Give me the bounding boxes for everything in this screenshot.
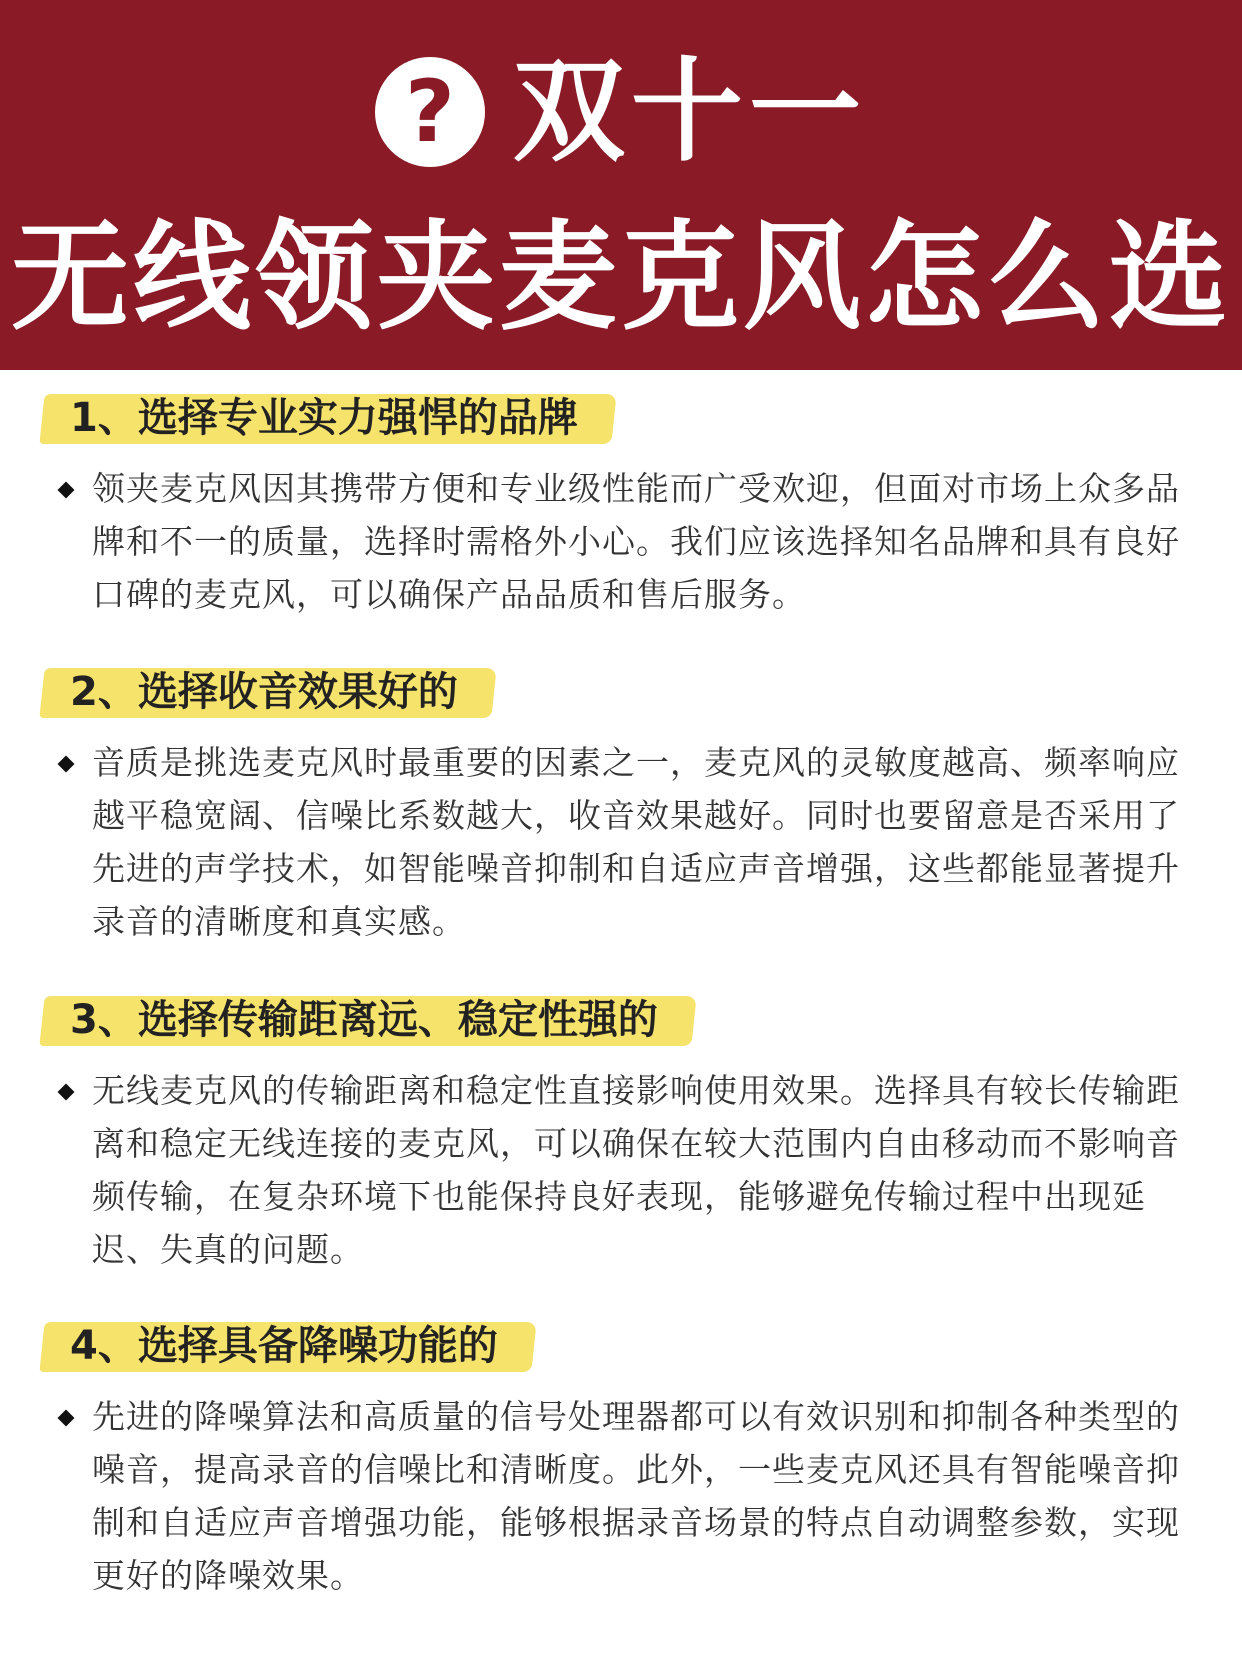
section-body: [0, 1390, 1242, 1602]
section-2: [0, 660, 1242, 948]
section-heading: [42, 1314, 534, 1378]
section-heading: [42, 988, 694, 1052]
diamond-bullet-icon: [58, 482, 75, 499]
section-heading-text: 2、选择收音效果好的: [70, 669, 458, 715]
title-line-2: 无线领夹麦克风怎么选: [10, 208, 1231, 346]
title-row: [0, 47, 1242, 177]
section-heading: [42, 386, 614, 450]
diamond-bullet-icon: [58, 1410, 75, 1427]
section-body: [0, 1064, 1242, 1276]
section-1: [0, 386, 1242, 621]
section-4: [0, 1314, 1242, 1602]
section-heading: [42, 660, 494, 724]
diamond-bullet-icon: [58, 1084, 75, 1101]
section-paragraph: 无线麦克风的传输距离和稳定性直接影响使用效果。选择具有较长传输距离和稳定无线连接的麦克风，可以确保在较大范围内自由移动而不影响音频传输，在复杂环境下也能保持良好表现，能够避免传输过程中出现延迟、失真的问题。: [92, 1071, 1180, 1269]
section-heading-text: 1、选择专业实力强悍的品牌: [70, 395, 578, 441]
section-body: [0, 462, 1242, 621]
title-line-1: 双十一: [513, 47, 867, 177]
header-banner: [0, 0, 1242, 370]
section-heading-text: 3、选择传输距离远、稳定性强的: [70, 997, 658, 1043]
section-paragraph: 音质是挑选麦克风时最重要的因素之一，麦克风的灵敏度越高、频率响应越平稳宽阔、信噪比系数越大，收音效果越好。同时也要留意是否采用了先进的声学技术，如智能噪音抑制和自适应声音增强，这些都能显著提升录音的清晰度和真实感。: [92, 743, 1180, 941]
diamond-bullet-icon: [58, 756, 75, 773]
section-paragraph: 先进的降噪算法和高质量的信号处理器都可以有效识别和抑制各种类型的噪音，提高录音的信噪比和清晰度。此外，一些麦克风还具有智能噪音抑制和自适应声音增强功能，能够根据录音场景的特点自动调整参数，实现更好的降噪效果。: [92, 1397, 1180, 1595]
section-heading-text: 4、选择具备降噪功能的: [70, 1323, 498, 1369]
question-icon: ?: [375, 57, 485, 167]
section-body: [0, 736, 1242, 948]
section-paragraph: 领夹麦克风因其携带方便和专业级性能而广受欢迎，但面对市场上众多品牌和不一的质量，选择时需格外小心。我们应该选择知名品牌和具有良好口碑的麦克风，可以确保产品品质和售后服务。: [92, 469, 1180, 614]
section-3: [0, 988, 1242, 1276]
